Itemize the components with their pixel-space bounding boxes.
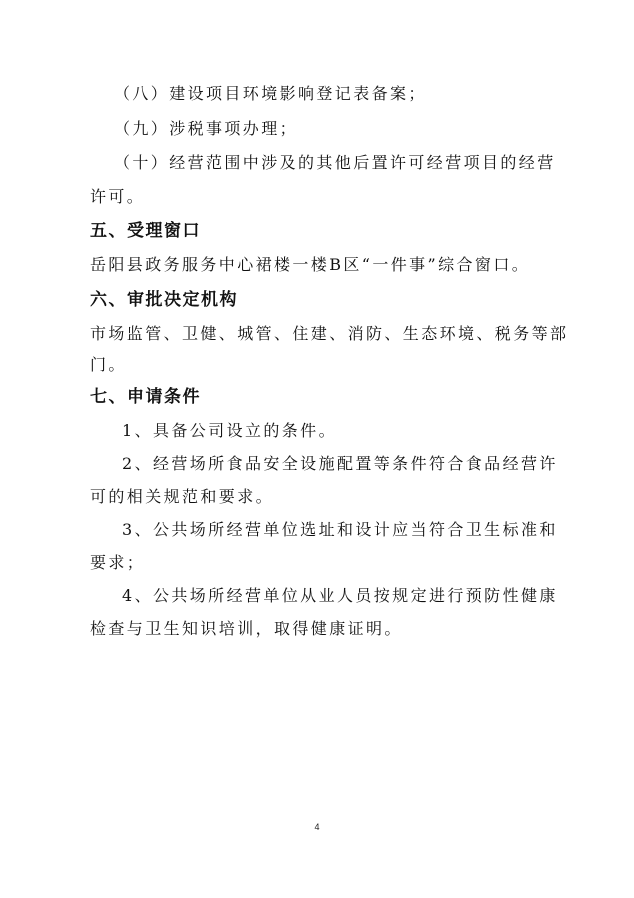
condition-3-line2: 要求； (90, 553, 146, 572)
list-item-9: （九）涉税事项办理； (114, 119, 299, 138)
list-item-10: （十）经营范围中涉及的其他后置许可经营项目的经营 (114, 153, 556, 172)
section-heading-authority: 六、审批决定机构 (90, 290, 238, 310)
condition-3-line1: 3、公共场所经营单位选址和设计应当符合卫生标准和 (122, 520, 558, 539)
condition-2-line1: 2、经营场所食品安全设施配置等条件符合食品经营许 (122, 454, 558, 473)
condition-4-line1: 4、公共场所经营单位从业人员按规定进行预防性健康 (122, 586, 558, 605)
section-text-authority-line2: 门。 (90, 355, 127, 374)
condition-2-line2: 可的相关规范和要求。 (90, 487, 275, 506)
list-item-8: （八）建设项目环境影响登记表备案； (114, 84, 427, 103)
section-text-authority-line1: 市场监管、卫健、城管、住建、消防、生态环境、税务等部 (90, 324, 569, 343)
condition-1: 1、具备公司设立的条件。 (122, 421, 337, 440)
section-heading-conditions: 七、申请条件 (90, 387, 201, 407)
list-item-10-continued: 许可。 (90, 187, 146, 206)
section-heading-window: 五、受理窗口 (90, 221, 201, 241)
page-number: 4 (314, 822, 320, 832)
section-text-window: 岳阳县政务服务中心裙楼一楼B区“一件事”综合窗口。 (90, 255, 531, 274)
condition-4-line2: 检查与卫生知识培训，取得健康证明。 (90, 619, 403, 638)
